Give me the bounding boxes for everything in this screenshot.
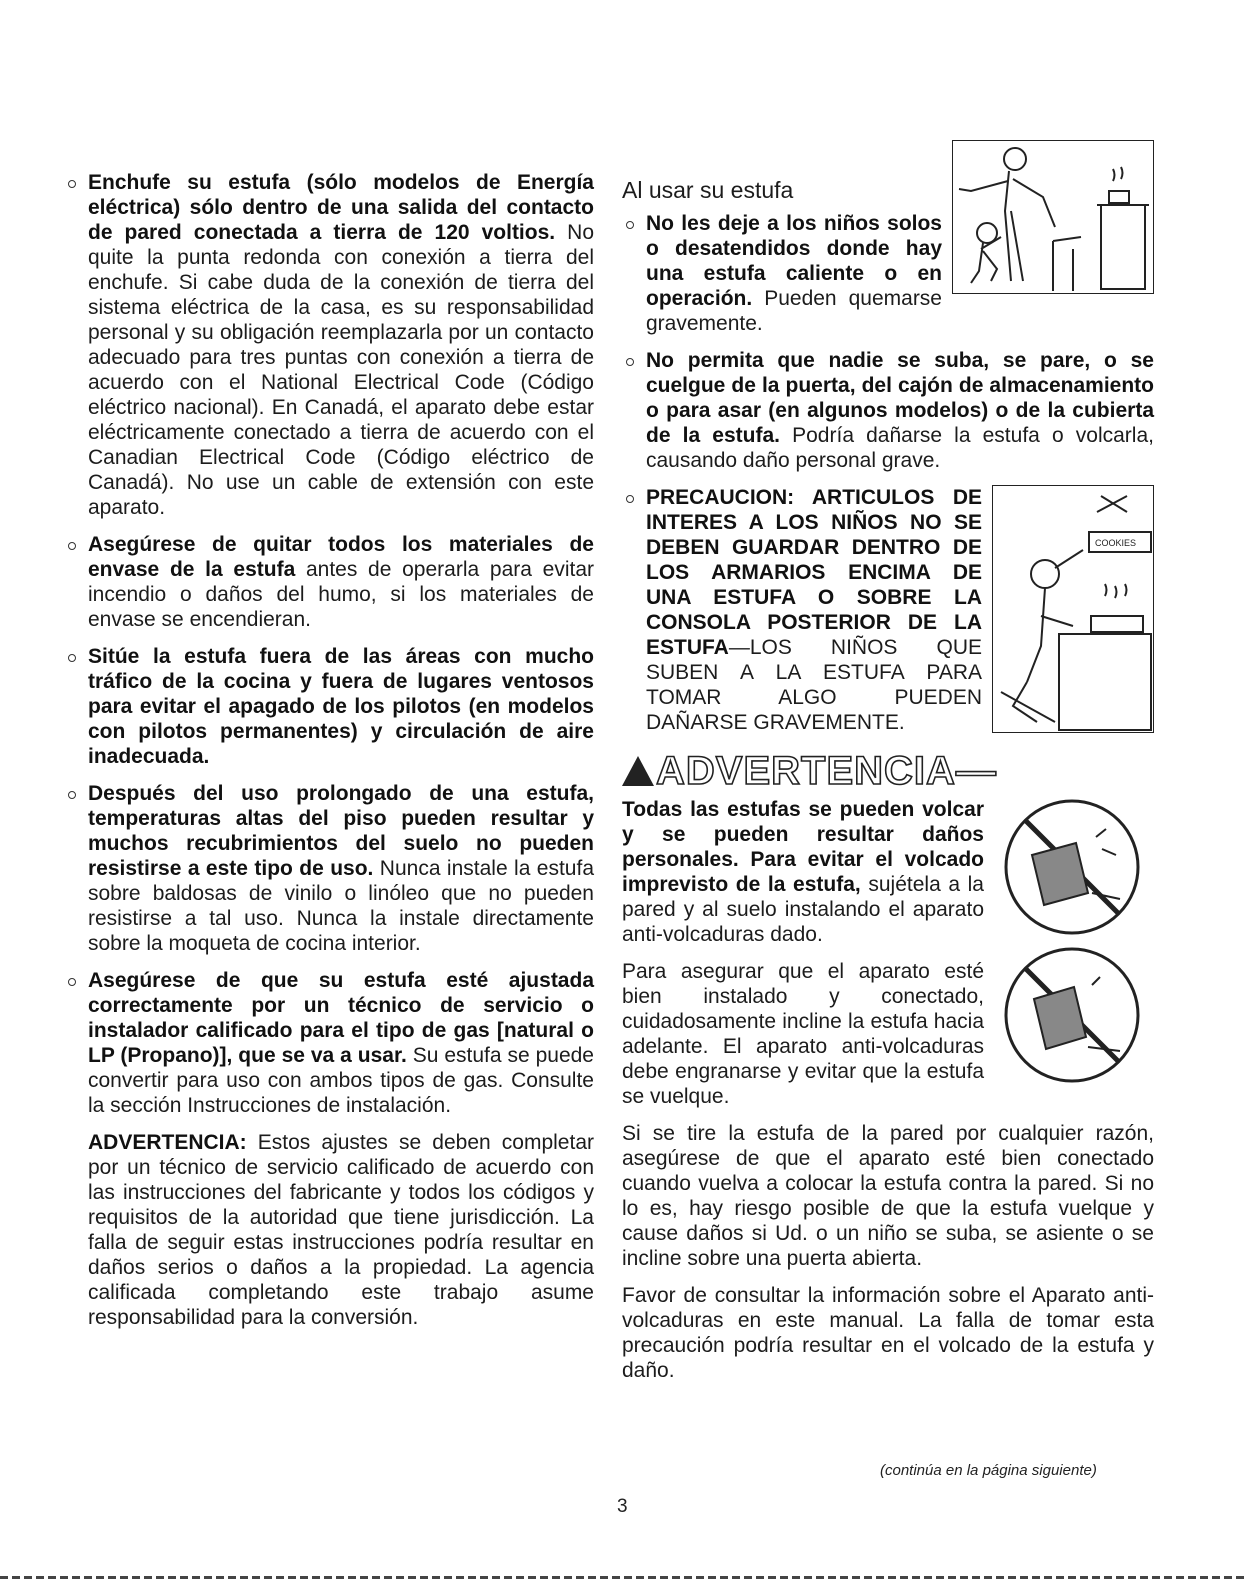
- warning-triangle-icon: [622, 756, 654, 786]
- list-item: Asegúrese de que su estufa esté ajustada correctamente por un técnico de servicio o instalador calificado para el tipo de gas [natural o LP (Propano)], que se va a usar. Su estufa se puede convertir para uso con ambos tipos de gas. Consulte la sección Instrucciones de instalación.: [64, 968, 594, 1118]
- list-item: No permita que nadie se suba, se pare, o se cuelgue de la puerta, del cajón de almacenamiento o para asar (en algunos modelos) o de la cubierta de la estufa. Podría dañarse la estufa o volcarla, causando daño personal grave.: [622, 348, 1154, 473]
- list-item: PRECAUCION: ARTICULOS DE INTERES A LOS NIÑOS NO SE DEBEN GUARDAR DENTRO DE LOS ARMARIOS ENCIMA DE UNA ESTUFA O SOBRE LA CONSOLA POSTERIOR DE LA ESTUFA—LOS NIÑOS QUE SUBEN A LA ESTUFA PARA TOMAR ALGO PUEDEN DAÑARSE GRAVEMENTE.: [622, 485, 1154, 735]
- section-title: Al usar su estufa: [622, 177, 794, 203]
- tip-over-icon: [992, 797, 1152, 937]
- list-item: Enchufe su estufa (sólo modelos de Energía eléctrica) sólo dentro de una salida del contacto de pared conectada a tierra de 120 voltios. No quite la punta redonda con conexión a tierra del enchufe. Si cabe duda de la conexión de tierra del sistema eléctrica de la casa, es su responsabilidad personal y su obligación reemplazarla por un contacto adecuado para tres puntas con conexión a tierra de acuerdo con el National Electrical Code (Código eléctrico nacional). En Canadá, el aparato debe estar eléctricamente conectado a tierra de acuerdo con el Canadian Electrical Code (Código eléctrico de Canadá). No use un cable de extensión con este aparato.: [64, 170, 594, 520]
- list-item: Después del uso prolongado de una estufa, temperaturas altas del piso pueden resultar y muchos recubrimientos del suelo no pueden resistirse a este tipo de uso. Nunca instale la estufa sobre baldosas de vinilo o linóleo que no pueden resistirse a tal uso. Nunca la instale directamente sobre la moqueta de cocina interior.: [64, 781, 594, 956]
- list-item: Asegúrese de quitar todos los materiales de envase de la estufa antes de operarla para evitar incendio o daños del humo, si los materiales de envase se encendieran.: [64, 532, 594, 632]
- left-column: [64, 170, 594, 1342]
- warning-heading: ADVERTENCIA—: [622, 749, 1154, 793]
- list-item: No les deje a los niños solos o desatendidos donde hay una estufa caliente o en operación. Pueden quemarse gravemente.: [622, 211, 1154, 336]
- list-item: Sitúe la estufa fuera de las áreas con mucho tráfico de la cocina y fuera de lugares ventosos para evitar el apagado de los pilotos (en modelos con pilotos permanentes) y circulación de aire inadecuada.: [64, 644, 594, 769]
- bottom-rule: [0, 1576, 1245, 1579]
- paragraph: Favor de consultar la información sobre el Aparato anti-volcaduras en este manual. La falla de tomar esta precaución podría resultar en el volcado de la estufa y daño.: [622, 1284, 1154, 1382]
- cabinet-label: COOKIES: [1095, 538, 1137, 548]
- page-number: 3: [617, 1496, 628, 1517]
- paragraph: Para asegurar que el aparato esté bien instalado y conectado, cuidadosamente incline la estufa hacia adelante. El aparato anti-volcaduras debe engranarse y evitar que la estufa se vuelque.: [622, 960, 984, 1108]
- continues-note: (continúa en la página siguiente): [880, 1462, 1097, 1479]
- advertencia-paragraph: ADVERTENCIA: Estos ajustes se deben completar por un técnico de servicio calificado de acuerdo con las instrucciones del fabricante y todos los códigos y requisitos de la autoridad que tiene jurisdicción. La falla de seguir estas instrucciones podría resultar en daños serios o daños a la propiedad. La agencia calificada completando este trabajo asume responsabilidad para la conversión.: [88, 1131, 594, 1329]
- right-column: [622, 170, 1154, 1395]
- warning-paragraph: Todas las estufas se pueden volcar y se pueden resultar daños personales. Para evitar el volcado imprevisto de la estufa, sujétela a la pared y al suelo instalando el aparato anti-volcaduras dado.: [622, 798, 984, 946]
- paragraph: Si se tire la estufa de la pared por cualquier razón, asegúrese de que el aparato esté bien conectado cuando vuelva a colocar la estufa contra la pared. Si no lo es, hay riesgo posible de que la estufa vuelque y cause daños si Ud. o un niño se suba, se asiente o se incline sobre una puerta abierta.: [622, 1122, 1154, 1270]
- tip-over-figures: [992, 797, 1154, 1093]
- tip-over-icon: [992, 945, 1152, 1085]
